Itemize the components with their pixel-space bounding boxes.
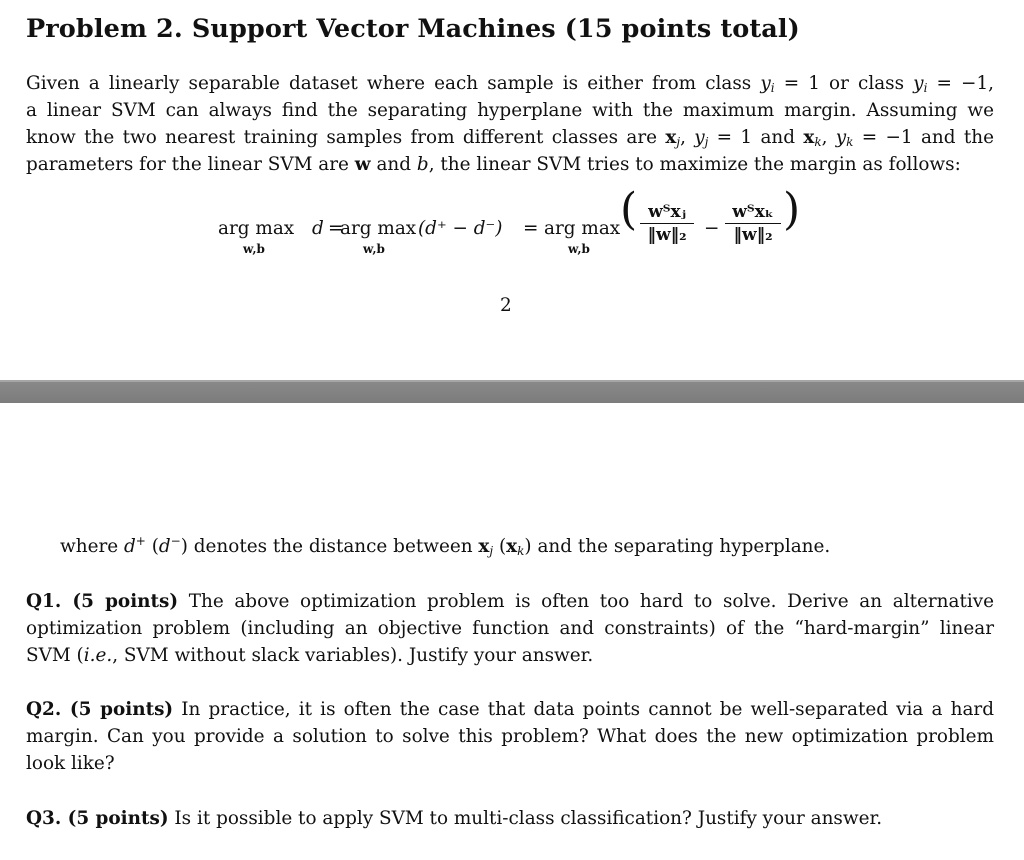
- q2-label: Q2. (5 points): [26, 699, 174, 720]
- intro-line-1: Given a linearly separable dataset where each sample is either from class $y_i = 1$ or class $y_i = -1$,: [26, 73, 995, 95]
- intro-line-2: a linear SVM can always find the separating hyperplane with the maximum margin. Assuming we: [26, 100, 994, 121]
- argmax-2: arg max: [340, 218, 417, 239]
- intro-line-4: parameters for the linear SVM are w and b, the linear SVM tries to maximize the margin as follows:: [26, 154, 961, 175]
- question-2: Q2. (5 points) In practice, it is often the case that data points cannot be well-separated via a hard margin. Can you provide a solution to solve this problem? What does the new optimization problem look like?: [26, 699, 994, 774]
- fraction-j: wᵀxⱼ ‖w‖₂: [640, 202, 694, 245]
- equals-1: =: [328, 218, 344, 239]
- minus-sign: −: [704, 218, 720, 239]
- document-page-2: [0, 403, 1024, 860]
- q1-label: Q1. (5 points): [26, 591, 179, 612]
- question-3: Q3. (5 points) Is it possible to apply SVM to multi-class classification? Justify your answer.: [26, 808, 883, 829]
- margin-d: d: [312, 218, 324, 239]
- intro-paragraph: [26, 70, 994, 178]
- argmax-1-subscript: w,b: [243, 242, 265, 256]
- q3-label: Q3. (5 points): [26, 808, 169, 829]
- equals-2: =: [523, 218, 539, 239]
- argmax-3: arg max: [544, 218, 621, 239]
- question-1: Q1. (5 points) The above optimization problem is often too hard to solve. Derive an alternative optimization problem (including an objective function and constraints) of the “hard-margin” linear SVM (i.e., SVM without slack variables). Justify your answer.: [26, 591, 994, 666]
- page-number: 2: [500, 295, 512, 316]
- fraction-k: wᵀxₖ ‖w‖₂: [725, 202, 781, 245]
- margin-equation: [218, 184, 801, 266]
- big-open-paren: (: [620, 184, 638, 235]
- page-separator: [0, 380, 1024, 403]
- d-plus-minus: (d⁺ − d⁻): [418, 218, 503, 239]
- document-page-1: [0, 0, 1024, 380]
- big-close-paren: ): [783, 184, 801, 235]
- problem-title: Problem 2. Support Vector Machines (15 points total): [26, 14, 800, 44]
- argmax-2-subscript: w,b: [363, 242, 385, 256]
- intro-line-3: know the two nearest training samples from different classes are $x_j$, $y_j = 1$ and $x_k$, $y_k = -1$ and the: [26, 127, 994, 149]
- argmax-1: arg max: [218, 218, 295, 239]
- where-paragraph: where d+ (d−) denotes the distance between $x_j$ $(x_k)$ and the separating hyperplane.: [60, 534, 831, 558]
- argmax-3-subscript: w,b: [568, 242, 590, 256]
